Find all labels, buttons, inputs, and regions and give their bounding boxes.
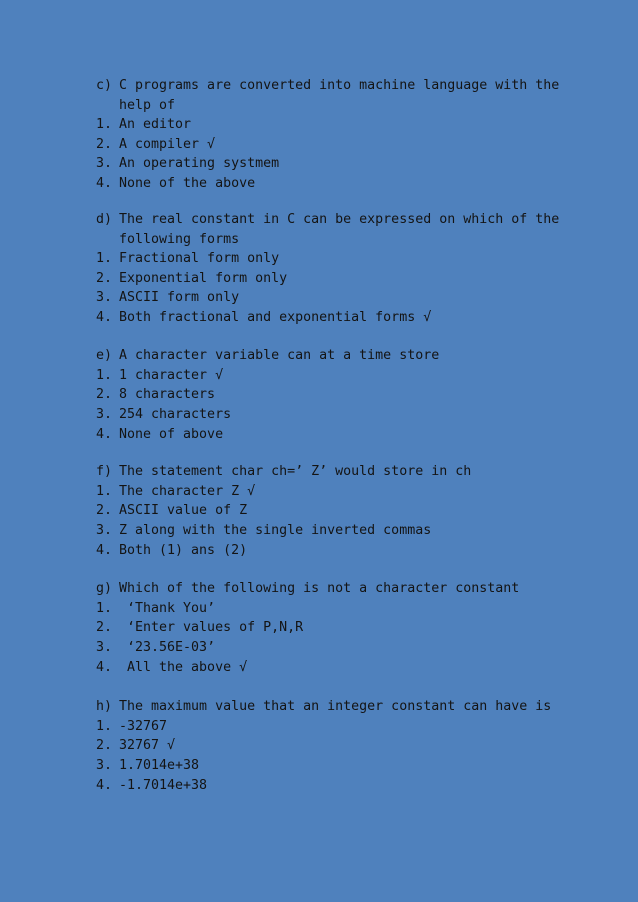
option-text: ASCII form only — [119, 290, 240, 306]
question-label: c) — [96, 78, 113, 93]
option-text: Exponential form only — [119, 270, 288, 286]
question-label: f) — [96, 464, 113, 479]
option-item — [96, 154, 566, 174]
question-d — [96, 210, 566, 328]
option-number: 1. — [96, 251, 113, 266]
option-number: 2. — [96, 503, 113, 519]
option-text: Both (1) ans (2) — [119, 542, 248, 558]
option-item — [96, 249, 566, 269]
question-text: C programs are converted into machine language with the help of — [119, 78, 560, 113]
option-text: A compiler √ — [119, 136, 216, 152]
option-text: An editor — [119, 117, 192, 132]
option-number: 4. — [96, 777, 113, 793]
option-item — [96, 501, 566, 521]
question-label: h) — [96, 699, 113, 714]
option-item — [96, 308, 566, 328]
option-number: 1. — [96, 483, 113, 499]
option-text: 32767 √ — [119, 738, 176, 754]
option-item — [96, 618, 566, 638]
question-text: A character variable can at a time store — [119, 348, 440, 363]
question-text: The statement char ch=’ Z’ would store in ch — [119, 464, 472, 479]
option-text: None of above — [119, 426, 224, 442]
option-number: 1. — [96, 367, 113, 383]
question-c — [96, 76, 566, 194]
option-text: -32767 — [119, 718, 168, 734]
option-item — [96, 756, 566, 776]
question-label: g) — [96, 581, 113, 596]
option-item — [96, 288, 566, 308]
option-item — [96, 135, 566, 155]
option-number: 3. — [96, 639, 113, 655]
option-text: None of the above — [119, 176, 256, 192]
option-text: 1.7014e+38 — [119, 757, 200, 773]
question-stem — [96, 579, 566, 599]
option-item — [96, 599, 566, 619]
question-h — [96, 697, 566, 795]
option-number: 3. — [96, 156, 113, 172]
option-item — [96, 736, 566, 756]
option-item — [96, 521, 566, 541]
option-item — [96, 425, 566, 445]
option-number: 2. — [96, 738, 113, 754]
question-text: The maximum value that an integer constant can have is — [119, 699, 552, 714]
option-number: 4. — [96, 310, 113, 326]
option-number: 3. — [96, 406, 113, 422]
option-text: ‘Enter values of P,N,R — [119, 620, 304, 636]
option-text: ‘Thank You’ — [119, 600, 216, 616]
question-text: The real constant in C can be expressed on which of the following forms — [119, 212, 560, 247]
option-item — [96, 405, 566, 425]
option-number: 1. — [96, 117, 113, 132]
option-number: 3. — [96, 757, 113, 773]
option-item — [96, 366, 566, 386]
option-item — [96, 115, 566, 135]
option-text: Both fractional and exponential forms √ — [119, 310, 432, 326]
option-item — [96, 174, 566, 194]
option-number: 2. — [96, 387, 113, 403]
option-text: All the above √ — [119, 659, 248, 675]
option-number: 4. — [96, 426, 113, 442]
option-text: 8 characters — [119, 387, 216, 403]
option-number: 4. — [96, 542, 113, 558]
question-stem — [96, 462, 566, 482]
option-item — [96, 482, 566, 502]
question-stem — [96, 210, 566, 249]
question-stem — [96, 346, 566, 366]
option-text: 1 character √ — [119, 367, 224, 383]
option-item — [96, 776, 566, 796]
option-text: -1.7014e+38 — [119, 777, 208, 793]
question-stem — [96, 76, 566, 115]
option-number: 2. — [96, 270, 113, 286]
option-text: Fractional form only — [119, 251, 280, 266]
option-number: 3. — [96, 522, 113, 538]
question-stem — [96, 697, 566, 717]
option-text: ASCII value of Z — [119, 503, 248, 519]
option-number: 1. — [96, 600, 113, 616]
option-item — [96, 717, 566, 737]
option-text: An operating systmem — [119, 156, 280, 172]
option-number: 4. — [96, 659, 113, 675]
option-number: 2. — [96, 620, 113, 636]
option-item — [96, 385, 566, 405]
option-item — [96, 658, 566, 678]
question-g — [96, 579, 566, 677]
option-item — [96, 541, 566, 561]
option-number: 4. — [96, 176, 113, 192]
option-number: 1. — [96, 718, 113, 734]
option-text: Z along with the single inverted commas — [119, 522, 432, 538]
question-text: Which of the following is not a character constant — [119, 581, 520, 596]
option-number: 2. — [96, 136, 113, 152]
option-text: ‘23.56E-03’ — [119, 639, 216, 655]
question-label: d) — [96, 212, 113, 227]
question-label: e) — [96, 348, 113, 363]
question-f — [96, 462, 566, 560]
option-number: 3. — [96, 290, 113, 306]
option-item — [96, 638, 566, 658]
option-item — [96, 269, 566, 289]
option-text: 254 characters — [119, 406, 232, 422]
option-text: The character Z √ — [119, 483, 256, 499]
question-e — [96, 346, 566, 444]
